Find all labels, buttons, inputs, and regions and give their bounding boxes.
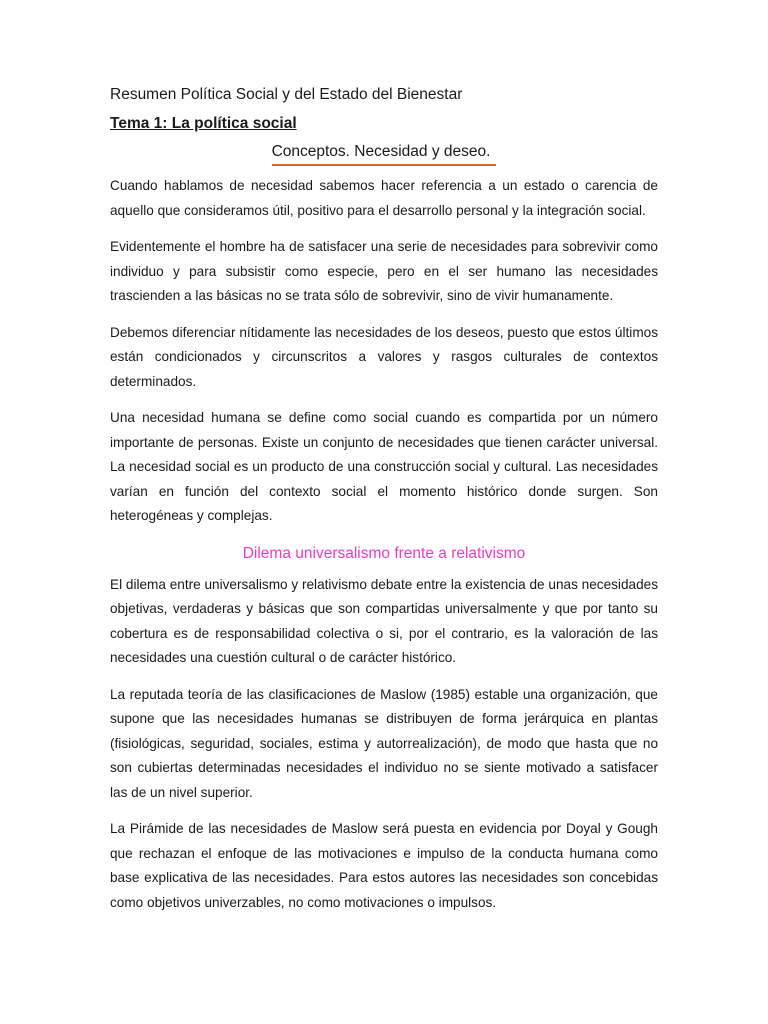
document-title: Resumen Política Social y del Estado del Bienestar: [110, 86, 463, 103]
paragraph: Una necesidad humana se define como social cuando es compartida por un número importante de personas. Existe un conjunto de necesidades que tienen carácter universal. La necesidad social es un producto de una construcción social y cultural. Las necesidades varían en función del contexto social el momento histórico donde surgen. Son heterogéneas y complejas.: [110, 410, 658, 523]
section-heading-conceptos: [110, 141, 658, 166]
paragraph: Debemos diferenciar nítidamente las necesidades de los deseos, puesto que estos últimos están condicionados y circunscritos a valores y rasgos culturales de contextos determinados.: [110, 324, 658, 389]
paragraph: La Pirámide de las necesidades de Maslow será puesta en evidencia por Doyal y Gough que rechazan el enfoque de las motivaciones e impulso de la conducta humana como base explicativa de las necesidades. Para estos autores las necesidades son concebidas como objetivos univerzables, no como motivaciones o impulsos.: [110, 821, 658, 910]
paragraph: Cuando hablamos de necesidad sabemos hacer referencia a un estado o carencia de aquello que consideramos útil, positivo para el desarrollo personal y la integración social.: [110, 178, 658, 218]
section-heading-dilema: Dilema universalismo frente a relativismo: [242, 544, 526, 562]
topic-title: Tema 1: La política social: [110, 115, 297, 132]
document-content: [110, 84, 658, 927]
paragraph: La reputada teoría de las clasificaciones de Maslow (1985) estable una organización, que supone que las necesidades humanas se distribuyen de forma jerárquica en plantas (fisiológicas, seguridad, sociales, estima y autorrealización), de modo que hasta que no son cubiertas determinadas necesidades el individuo no se siente motivado a satisfacer las de un nivel superior.: [110, 686, 658, 800]
paragraph: El dilema entre universalismo y relativismo debate entre la existencia de unas necesidades objetivas, verdaderas y básicas que son compartidas universalmente y que por tanto su cobertura es de responsabilidad colectiva o si, por el contrario, es la valoración de las necesidades una cuestión cultural o de carácter histórico.: [110, 576, 658, 665]
paragraph: Evidentemente el hombre ha de satisfacer una serie de necesidades para sobrevivir como individuo y para subsistir como especie, pero en el ser humano las necesidades trascienden a las básicas no se trata sólo de sobrevivir, sino de vivir humanamente.: [110, 239, 658, 303]
section-heading-text: Conceptos. Necesidad y deseo.: [272, 141, 497, 166]
